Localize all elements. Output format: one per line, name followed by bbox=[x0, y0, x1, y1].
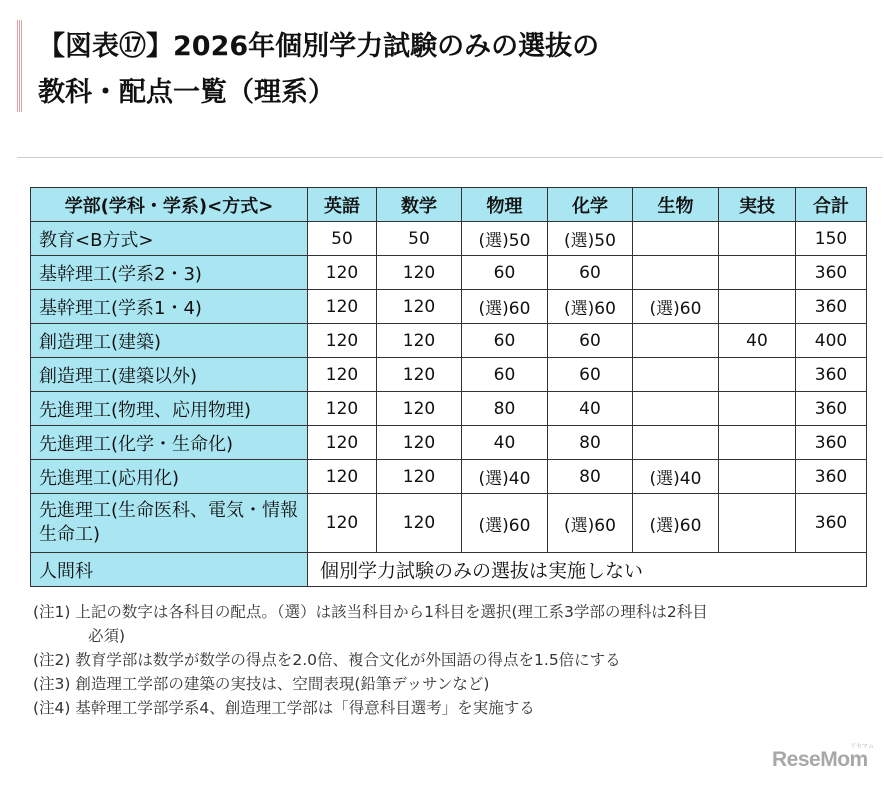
practical-cell bbox=[719, 290, 796, 324]
physics-cell: (選)60 bbox=[462, 290, 548, 324]
total-cell: 360 bbox=[796, 460, 867, 494]
header-cell-chemistry: 化学 bbox=[548, 188, 633, 222]
biology-cell bbox=[633, 358, 719, 392]
header-cell-total: 合計 bbox=[796, 188, 867, 222]
header-cell-department: 学部(学科・学系)<方式> bbox=[31, 188, 308, 222]
footnote-1-line-1: (注1) 上記の数字は各科目の配点。（選）は該当科目から1科目を選択(理工系3学部の理科は2科目 bbox=[33, 603, 708, 621]
total-cell: 150 bbox=[796, 222, 867, 256]
chemistry-cell: (選)60 bbox=[548, 290, 633, 324]
english-cell: 120 bbox=[308, 290, 377, 324]
english-cell: 120 bbox=[308, 494, 377, 553]
total-cell: 400 bbox=[796, 324, 867, 358]
table-row bbox=[31, 358, 867, 392]
physics-cell: (選)60 bbox=[462, 494, 548, 553]
english-cell: 120 bbox=[308, 426, 377, 460]
table-row bbox=[31, 392, 867, 426]
physics-cell: (選)50 bbox=[462, 222, 548, 256]
footnote-1 bbox=[33, 600, 863, 648]
biology-cell: (選)60 bbox=[633, 290, 719, 324]
table-header-row bbox=[31, 188, 867, 222]
department-cell: 先進理工(物理、応用物理) bbox=[31, 392, 308, 426]
math-cell: 120 bbox=[377, 358, 462, 392]
logo-ruby: リセマム bbox=[850, 743, 874, 750]
practical-cell bbox=[719, 358, 796, 392]
total-cell: 360 bbox=[796, 392, 867, 426]
department-cell: 先進理工(生命医科、電気・情報生命工) bbox=[31, 494, 308, 553]
math-cell: 120 bbox=[377, 392, 462, 426]
practical-cell bbox=[719, 256, 796, 290]
chemistry-cell: 40 bbox=[548, 392, 633, 426]
biology-cell bbox=[633, 222, 719, 256]
total-cell: 360 bbox=[796, 494, 867, 553]
practical-cell: 40 bbox=[719, 324, 796, 358]
practical-cell bbox=[719, 494, 796, 553]
chemistry-cell: 60 bbox=[548, 256, 633, 290]
header-cell-math: 数学 bbox=[377, 188, 462, 222]
header-cell-english: 英語 bbox=[308, 188, 377, 222]
biology-cell bbox=[633, 324, 719, 358]
not-offered-note: 個別学力試験のみの選抜は実施しない bbox=[308, 553, 867, 587]
math-cell: 120 bbox=[377, 256, 462, 290]
page-title-line-2: 教科・配点一覧（理系） bbox=[38, 77, 335, 108]
chemistry-cell: (選)50 bbox=[548, 222, 633, 256]
table-row bbox=[31, 460, 867, 494]
english-cell: 50 bbox=[308, 222, 377, 256]
english-cell: 120 bbox=[308, 324, 377, 358]
title-block bbox=[17, 20, 717, 116]
math-cell: 120 bbox=[377, 426, 462, 460]
english-cell: 120 bbox=[308, 358, 377, 392]
biology-cell: (選)60 bbox=[633, 494, 719, 553]
physics-cell: (選)40 bbox=[462, 460, 548, 494]
biology-cell bbox=[633, 392, 719, 426]
table-row bbox=[31, 256, 867, 290]
department-cell: 先進理工(化学・生命化) bbox=[31, 426, 308, 460]
footnote-2: (注2) 教育学部は数学が数学の得点を2.0倍、複合文化が外国語の得点を1.5倍にする bbox=[33, 651, 621, 669]
physics-cell: 60 bbox=[462, 358, 548, 392]
math-cell: 50 bbox=[377, 222, 462, 256]
footnote-3: (注3) 創造理工学部の建築の実技は、空間表現(鉛筆デッサンなど) bbox=[33, 675, 490, 693]
practical-cell bbox=[719, 460, 796, 494]
math-cell: 120 bbox=[377, 324, 462, 358]
department-cell: 基幹理工(学系2・3) bbox=[31, 256, 308, 290]
physics-cell: 40 bbox=[462, 426, 548, 460]
english-cell: 120 bbox=[308, 392, 377, 426]
header-cell-practical: 実技 bbox=[719, 188, 796, 222]
total-cell: 360 bbox=[796, 426, 867, 460]
department-cell: 教育<B方式> bbox=[31, 222, 308, 256]
total-cell: 360 bbox=[796, 290, 867, 324]
footnote-1-line-2: 必須) bbox=[88, 627, 126, 645]
chemistry-cell: (選)60 bbox=[548, 494, 633, 553]
table-row-not-offered bbox=[31, 553, 867, 587]
biology-cell bbox=[633, 426, 719, 460]
department-cell: 創造理工(建築) bbox=[31, 324, 308, 358]
biology-cell: (選)40 bbox=[633, 460, 719, 494]
table-row bbox=[31, 222, 867, 256]
math-cell: 120 bbox=[377, 290, 462, 324]
chemistry-cell: 80 bbox=[548, 460, 633, 494]
total-cell: 360 bbox=[796, 358, 867, 392]
score-table bbox=[30, 187, 867, 587]
math-cell: 120 bbox=[377, 460, 462, 494]
resemom-logo: ReseMom bbox=[772, 748, 868, 771]
practical-cell bbox=[719, 222, 796, 256]
physics-cell: 80 bbox=[462, 392, 548, 426]
chemistry-cell: 60 bbox=[548, 324, 633, 358]
table-row bbox=[31, 426, 867, 460]
physics-cell: 60 bbox=[462, 324, 548, 358]
title-accent-bar bbox=[17, 20, 22, 112]
math-cell: 120 bbox=[377, 494, 462, 553]
header-cell-physics: 物理 bbox=[462, 188, 548, 222]
department-cell: 基幹理工(学系1・4) bbox=[31, 290, 308, 324]
physics-cell: 60 bbox=[462, 256, 548, 290]
total-cell: 360 bbox=[796, 256, 867, 290]
table-row bbox=[31, 494, 867, 553]
practical-cell bbox=[719, 426, 796, 460]
table-row bbox=[31, 324, 867, 358]
department-cell: 創造理工(建築以外) bbox=[31, 358, 308, 392]
practical-cell bbox=[719, 392, 796, 426]
divider bbox=[17, 157, 883, 158]
page-title-line-1: 【図表⑰】2026年個別学力試験のみの選抜の bbox=[38, 31, 600, 62]
chemistry-cell: 60 bbox=[548, 358, 633, 392]
biology-cell bbox=[633, 256, 719, 290]
english-cell: 120 bbox=[308, 256, 377, 290]
footnotes bbox=[33, 600, 863, 720]
chemistry-cell: 80 bbox=[548, 426, 633, 460]
footnote-4: (注4) 基幹理工学部学系4、創造理工学部は「得意科目選考」を実施する bbox=[33, 699, 535, 717]
header-cell-biology: 生物 bbox=[633, 188, 719, 222]
department-cell: 先進理工(応用化) bbox=[31, 460, 308, 494]
department-cell: 人間科 bbox=[31, 553, 308, 587]
table-row bbox=[31, 290, 867, 324]
english-cell: 120 bbox=[308, 460, 377, 494]
